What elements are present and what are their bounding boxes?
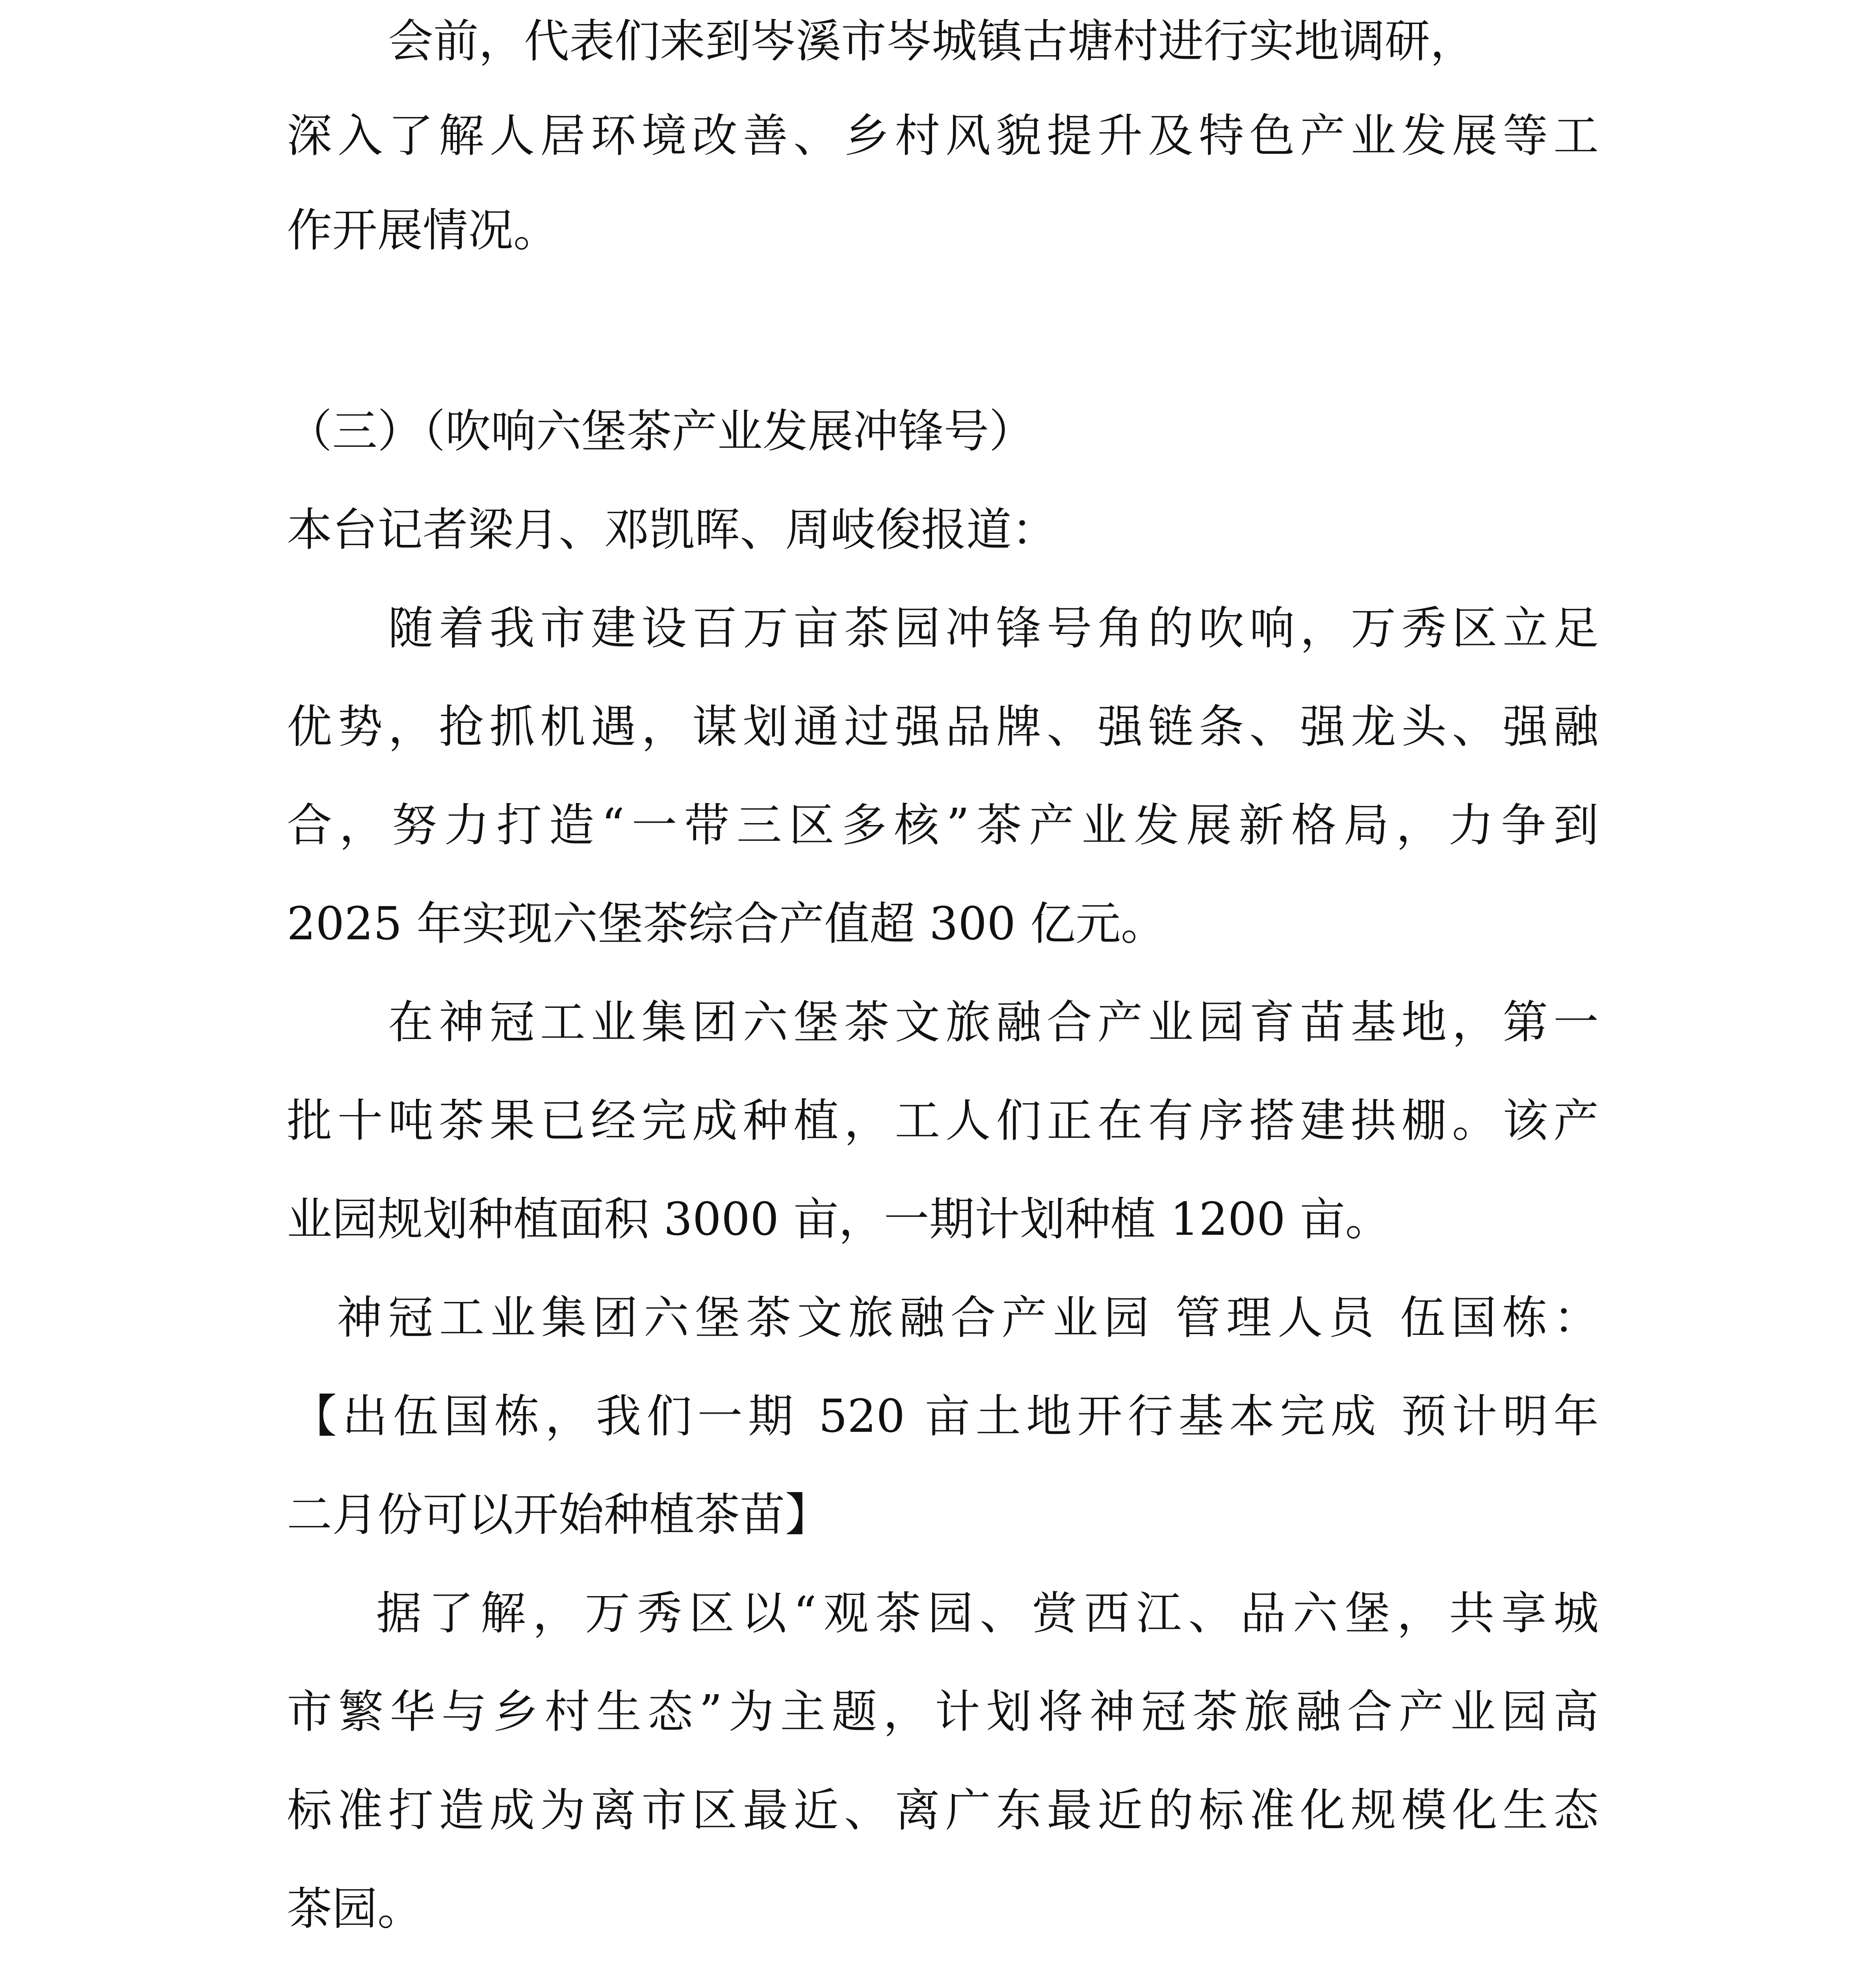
paragraph-4-line-3: 标准打造成为离市区最近、离广东最近的标准化规模化生态 xyxy=(287,1784,1599,1837)
paragraph-2-line-1: 随着我市建设百万亩茶园冲锋号角的吹响，万秀区立足 xyxy=(388,602,1599,655)
byline: 本台记者梁月、邓凯晖、周岐俊报道： xyxy=(287,504,1057,556)
quote-1-line-1: 神冠工业集团六堡茶文旅融合产业园 管理人员 伍国栋： xyxy=(337,1292,1599,1344)
paragraph-3-line-2: 批十吨茶果已经完成种植，工人们正在有序搭建拱棚。该产 xyxy=(287,1095,1599,1147)
quote-1-line-3: 二月份可以开始种植茶苗】 xyxy=(287,1489,831,1541)
paragraph-4-line-4: 茶园。 xyxy=(287,1883,423,1935)
paragraph-1-line-1: 会前，代表们来到岑溪市岑城镇古塘村进行实地调研， xyxy=(388,15,1476,68)
paragraph-2-line-2: 优势，抢抓机遇，谋划通过强品牌、强链条、强龙头、强融 xyxy=(287,701,1599,753)
paragraph-1-line-2: 深入了解人居环境改善、乡村风貌提升及特色产业发展等工 xyxy=(287,110,1599,162)
paragraph-2-line-4: 2025 年实现六堡茶综合产值超 300 亿元。 xyxy=(287,898,1166,950)
paragraph-4-line-2: 市繁华与乡村生态”为主题，计划将神冠茶旅融合产业园高 xyxy=(287,1686,1599,1738)
section-heading: （三）（吹响六堡茶产业发展冲锋号） xyxy=(287,405,1035,458)
paragraph-3-line-1: 在神冠工业集团六堡茶文旅融合产业园育苗基地，第一 xyxy=(388,996,1599,1049)
paragraph-4-line-1: 据了解，万秀区以“观茶园、赏西江、品六堡，共享城 xyxy=(376,1587,1599,1640)
quote-1-line-2: 【出伍国栋，我们一期 520 亩土地开行基本完成 预计明年 xyxy=(292,1390,1599,1443)
paragraph-1-line-3: 作开展情况。 xyxy=(287,204,559,257)
paragraph-3-line-3: 业园规划种植面积 3000 亩，一期计划种植 1200 亩。 xyxy=(287,1193,1391,1246)
paragraph-2-line-3: 合，努力打造“一带三区多核”茶产业发展新格局，力争到 xyxy=(287,799,1599,852)
